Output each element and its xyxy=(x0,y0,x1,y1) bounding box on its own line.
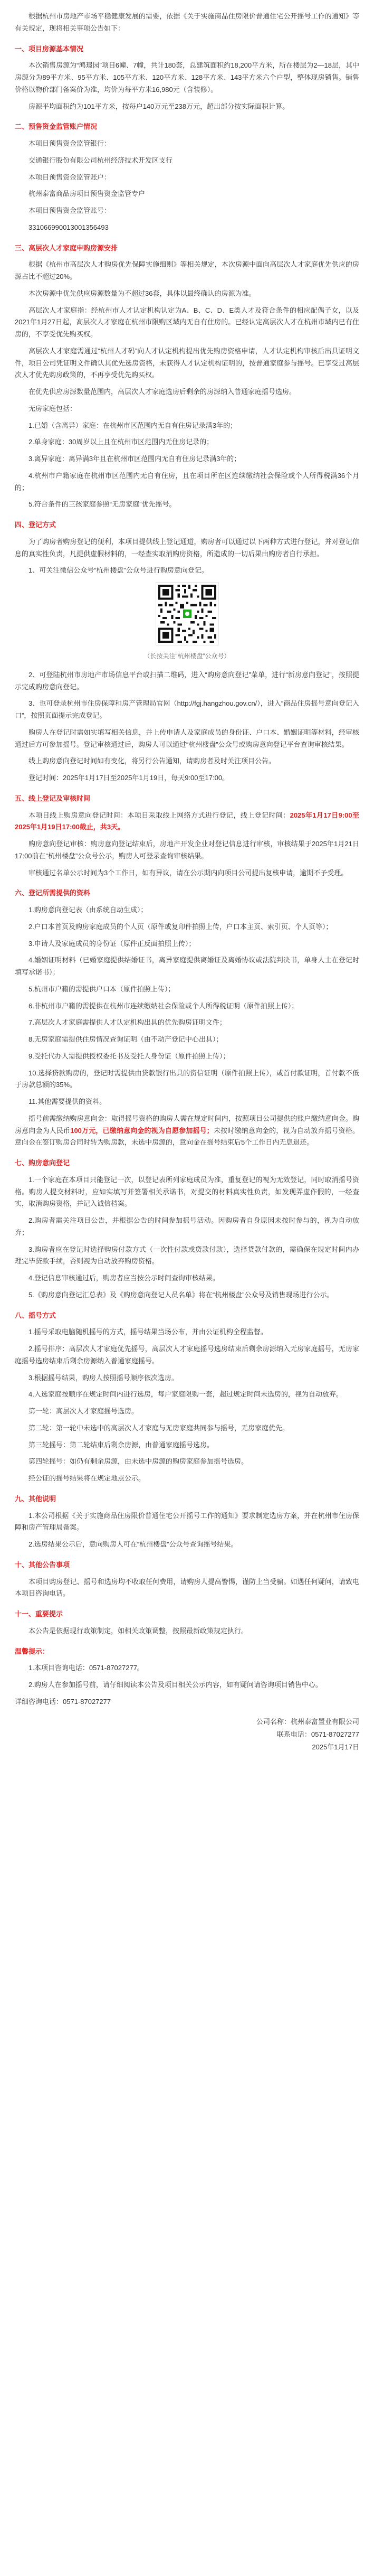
section-paragraph: 3.购房者应在登记时选择购房付款方式（一次性付款或贷款付款），选择贷款付款的，需确保在规定时间内办理完毕贷款手续，否则视为自动放弃购房资格。 xyxy=(15,1245,359,1266)
section-paragraph: 为了购房者购房登记的便利，本项目提供线上登记通道，购房者可以通过以下两种方式进行登记，并对登记信息的真实性负责，凡提供虚假材料的，一经查实取消购房资格，所造成的一切后果由购房者自行承担。 xyxy=(15,537,359,558)
section-paragraph: 线上购房意向登记时间如有变化，将另行公告通知，请购房者及时关注项目公告。 xyxy=(28,757,276,765)
section-title: 六、登记所需提供的资料 xyxy=(15,889,91,897)
section-paragraph: 1.已婚（含离异）家庭：在杭州市区范围内无自有住房记录满3年的； xyxy=(28,421,237,429)
section-title: 十、其他公告事项 xyxy=(15,1560,70,1569)
qr-code-block xyxy=(15,582,359,662)
section-paragraph: 本次销售房源为“鸿璟园”项目6幢、7幢，共计180套，总建筑面积约18,200平方米，所在楼层为2—18层，其中房源分为89平方米、95平方米、105平方米、120平方米、128平方米、143平方米六个户型，整体现房销售。销售价格以物价部门备案价为准，均价为每平方米16,980元（含装修）。 xyxy=(15,61,359,93)
section-paragraph: 3.根据摇号结果，购房人按照摇号顺序依次选房。 xyxy=(28,1373,178,1382)
section-paragraph: 购房意向登记审核：购房意向登记结束后，房地产开发企业对登记信息进行审核，审核结果于2025年1月21日17:00前在“杭州楼盘”公众号公示，购房人可登录查询审核结果。 xyxy=(15,840,359,860)
highlight-text: 100万元，已缴纳意向金的视为自愿参加摇号； xyxy=(70,1126,214,1135)
section-paragraph: 本次房源中优先供应房源数量为不超过36套，具体以最终确认的房源为准。 xyxy=(28,289,256,297)
mixed-text: 未按时缴纳意向金的，视为自动放弃摇号资格。意向金在签订购房合同时转为购房款，未选中房源的，意向金在摇号结束后5个工作日内无息退还。 xyxy=(15,1126,359,1147)
qr-caption: （长按关注“杭州楼盘”公众号） xyxy=(143,652,231,660)
section-paragraph: 4.登记信息审核通过后，购房者应当按公示时间查询审核结果。 xyxy=(28,1274,219,1282)
section-10 xyxy=(15,1559,359,1600)
section-title: 九、其他说明 xyxy=(15,1494,56,1503)
highlight-text: 2025年1月17日9:00至2025年1月19日17:00截止，共3天。 xyxy=(15,811,359,831)
section-paragraph: 4.婚姻证明材料（已婚家庭提供结婚证书，离异家庭提供离婚证及离婚协议或法院判决书，单身人士在登记时填写承诺书）； xyxy=(15,956,359,976)
section-paragraph: 高层次人才家庭需通过“杭州人才码”向人才认定机构提出优先购房资格申请，人才认定机构审核后出具证明文件，项目公司凭证明文件确认其优先选房资格，未获得人才认定机构证明的，按普通家庭参与摇号。已享受过高层次人才优先购房政策的，不再享受优先购买权。 xyxy=(15,346,359,379)
section-paragraph: 1.摇号采取电脑随机摇号的方式，摇号结果当场公布，并由公证机构全程监督。 xyxy=(28,1328,267,1336)
section-paragraph: 2.购房人在参加摇号前，请仔细阅读本公告及项目相关公示内容，如有疑问请咨询项目销售中心。 xyxy=(28,1681,322,1689)
section-paragraph: 本公告是依据现行政策制定，如相关政策调整，按照最新政策规定执行。 xyxy=(28,1626,248,1635)
section-title: 七、购房意向登记 xyxy=(15,1159,70,1167)
section-9 xyxy=(15,1493,359,1551)
section-title: 八、摇号方式 xyxy=(15,1311,56,1319)
section-paragraph: 杭州泰富商品房项目预售资金监管专户 xyxy=(28,190,146,198)
section-paragraph xyxy=(15,1113,359,1149)
section-paragraph: 本项目预售资金监管账号： xyxy=(28,207,111,214)
section-paragraph: 331066990013001356493 xyxy=(28,223,109,231)
section-paragraph: 本项目购房登记、摇号和选房均不收取任何费用，请购房人提高警惕，谨防上当受骗。如遇任何疑问，请致电本项目咨询电话。 xyxy=(15,1577,359,1598)
section-paragraph: 1.购房意向登记表（由系统自动生成）； xyxy=(28,906,148,914)
qr-code-icon[interactable] xyxy=(156,582,219,645)
section-paragraph: 2.户口本首页及购房家庭成员的个人页（原件或复印件拍照上传，户口本主页、索引页、个人页等）； xyxy=(28,922,333,931)
section-paragraph: 2、可登陆杭州市房地产市场信息平台或扫描二维码，进入“购房意向登记”菜单，进行“新房意向登记”，按照提示完成购房意向登记。 xyxy=(15,670,359,691)
registration-time: 登记时间：2025年1月17日至2025年1月19日，每天9:00至17:00。 xyxy=(28,774,229,782)
section-paragraph: 交通银行股份有限公司杭州经济技术开发区支行 xyxy=(28,156,173,164)
section-3 xyxy=(15,242,359,398)
warm-tips xyxy=(15,1646,359,1691)
section-paragraph: 第一轮：高层次人才家庭摇号选房。 xyxy=(28,1407,139,1415)
section-7 xyxy=(15,1157,359,1301)
section-title: 十一、重要提示 xyxy=(15,1610,63,1618)
section-paragraph: 5.杭州市户籍的需提供户口本（原件拍照上传）； xyxy=(28,985,175,993)
section-paragraph: 第四轮摇号：如仍有剩余房源，由未选中房源的购房家庭参加摇号选房。 xyxy=(28,1457,248,1466)
intro-paragraph: 根据杭州市房地产市场平稳健康发展的需要，依据《关于实施商品住房限价普通住宅公开摇号工作的通知》等有关规定，现将相关事项公告如下： xyxy=(15,12,359,32)
section-paragraph: 2.单身家庭：30周岁以上且在杭州市区范围内无住房记录的； xyxy=(28,438,214,446)
section-paragraph: 无房家庭包括： xyxy=(28,404,77,413)
section-paragraph: 3.离异家庭：离异满3年且在杭州市区范围内无自有住房记录满3年的； xyxy=(28,455,241,463)
section-paragraph: 7.高层次人才家庭需提供人才认定机构出具的优先购房证明文件； xyxy=(28,1018,226,1027)
mixed-text: 本项目线上购房意向登记时间：本项目采取线上网络方式进行登记，线上登记时间： xyxy=(28,811,290,819)
section-paragraph: 高层次人才家庭指：经杭州市人才认定机构认定为A、B、C、D、E类人才及符合条件的相应配偶子女，以及2021年1月27日起，高层次人才家庭在杭州市限购区域内无自有住房的。已经认定高层次人才在杭州市域内已有住房的，不享受优先购买权。 xyxy=(15,306,359,338)
section-title: 一、项目房源基本情况 xyxy=(15,44,84,53)
section-paragraph: 第二轮：第一轮中未选中的高层次人才家庭与无房家庭共同参与摇号，无房家庭优先。 xyxy=(28,1423,290,1432)
section-paragraph: 3、也可登录杭州市住房保障和房产管理局官网（http://fgj.hangzhou.gov.cn/），进入“商品住房摇号意向登记入口”，按照页面提示完成登记。 xyxy=(15,699,359,719)
section-paragraph: 2.摇号排序：高层次人才家庭优先摇号，高层次人才家庭摇号选房结束后剩余房源纳入无房家庭摇号，无房家庭摇号选房结束后剩余房源纳入普通家庭摇号。 xyxy=(15,1345,359,1365)
section-paragraph: 11.其他需要提供的资料。 xyxy=(28,1098,107,1106)
section-paragraph: 2.选房结果公示后，意向购房人可在“杭州楼盘”公众号查询摇号结果。 xyxy=(28,1540,238,1548)
section-paragraph: 房源平均面积约为101平方米，按每户140万元至238万元，超出部分按实际面积计算。 xyxy=(28,102,290,110)
section-11 xyxy=(15,1608,359,1637)
section-paragraph: 6.非杭州市户籍的需提供在杭州市连续缴纳社会保险或个人所得税证明（原件拍照上传）； xyxy=(28,1001,299,1010)
section-paragraph: 5.符合条件的三孩家庭参照“无房家庭”优先摇号。 xyxy=(28,500,176,509)
footer xyxy=(15,1716,359,1754)
section-6 xyxy=(15,887,359,1149)
section-paragraph: 1.本项目咨询电话：0571-87027277。 xyxy=(28,1664,144,1672)
section-paragraph xyxy=(15,810,359,834)
section-4 xyxy=(15,519,359,784)
section-paragraph: 4.杭州市户籍家庭在杭州市区范围内无自有住房，且在项目所在区连续缴纳社会保险或个人所得税满36个月的； xyxy=(15,471,359,492)
section-paragraph: 本项目预售资金监管账户： xyxy=(28,173,111,181)
footer-company: 公司名称：杭州泰富置业有限公司 xyxy=(256,1717,359,1726)
section-paragraph: 5.《购房意向登记汇总表》及《购房意向登记人员名单》将在“杭州楼盘”公众号及销售现场进行公示。 xyxy=(28,1290,334,1299)
section-paragraph: 1.一个家庭在本项目只能登记一次，以登记表所列家庭成员为准，重复登记的视为无效登记，同时取消摇号资格。购房人提交材料时，应如实填写并签署相关承诺书，对提交的材料真实性负责，如发现弄虚作假的，一经查实，取消购房资格，并记入诚信档案。 xyxy=(15,1175,359,1208)
section-paragraph: 审核通过名单公示时间为3个工作日，如有异议，请在公示期内向项目公司提出复核申请，逾期不予受理。 xyxy=(28,868,348,877)
section-paragraph: 在优先供应房源数量范围内，高层次人才家庭选房后剩余的房源纳入普通家庭摇号选房。 xyxy=(28,388,296,396)
section-paragraph: 购房人在登记时需如实填写相关信息，并上传申请人及家庭成员的身份证、户口本、婚姻证明等材料，经审核通过后方可参加摇号。登记审核通过后，购房人可以通过“杭州楼盘”公众号或购房意向登记平台查询审核结果。 xyxy=(15,728,359,748)
section-2 xyxy=(15,121,359,233)
contact-line: 详细咨询电话：0571-87027277 xyxy=(15,1697,111,1706)
section-title: 四、登记方式 xyxy=(15,521,56,529)
section-5 xyxy=(15,793,359,879)
section-paragraph: 8.无房家庭需提供住房情况查询证明（由不动产登记中心出具）； xyxy=(28,1035,223,1043)
section-1 xyxy=(15,43,359,113)
section-title: 五、线上登记及审核时间 xyxy=(15,794,91,802)
section-paragraph: 根据《杭州市高层次人才购房优先保障实施细则》等相关规定，本次房源中面向高层次人才家庭优先供应的房源占比不超过20%。 xyxy=(15,260,359,280)
section-8 xyxy=(15,1310,359,1485)
section-title: 温馨提示： xyxy=(15,1647,50,1655)
mixed-text: 摇号前需缴纳购房意向金：取得摇号资格的购房人需在规定时间内，按照项目公司提供的账户缴纳意向金。购房意向金为人民币 xyxy=(15,1114,359,1135)
section-title: 三、高层次人才家庭申购房源安排 xyxy=(15,243,118,252)
section-paragraph: 4.入选家庭按顺序在规定时间内进行选房，每户家庭限购一套，超过规定时间未选房的，视为自动放弃。 xyxy=(28,1390,343,1399)
section-paragraph: 9.受托代办人需提供授权委托书及受托人身份证（原件拍照上传）； xyxy=(28,1052,230,1060)
section-title: 二、预售资金监管账户情况 xyxy=(15,123,98,131)
house-categories xyxy=(15,403,359,511)
section-paragraph: 本项目预售资金监管银行： xyxy=(28,139,111,147)
section-paragraph: 经公证的摇号结果将在规定地点公示。 xyxy=(28,1474,146,1482)
section-paragraph: 3.申请人及家庭成员的身份证（原件正反面拍照上传）； xyxy=(28,939,196,948)
section-paragraph: 1、可关注微信公众号“杭州楼盘”公众号进行购房意向登记。 xyxy=(28,566,208,575)
section-paragraph: 2.购房者需关注项目公告，并根据公告的时间参加摇号活动。因购房者自身原因未按时参与的，视为自动放弃； xyxy=(15,1216,359,1237)
footer-contact: 联系电话：0571-87027277 xyxy=(276,1730,359,1738)
footer-date: 2025年1月17日 xyxy=(312,1743,359,1751)
section-paragraph: 1.本公司根据《关于实施商品住房限价普通住宅公开摇号工作的通知》要求制定选房方案，并在杭州市住房保障和房产管理局备案。 xyxy=(15,1511,359,1532)
section-paragraph: 10.选择贷款购房的，登记时需提供由贷款银行出具的资信证明（原件拍照上传），或首付款证明，首付款不低于房款总额的35%。 xyxy=(15,1069,359,1089)
section-paragraph: 第三轮摇号：第二轮结束后剩余房源，由普通家庭摇号选房。 xyxy=(28,1440,214,1449)
